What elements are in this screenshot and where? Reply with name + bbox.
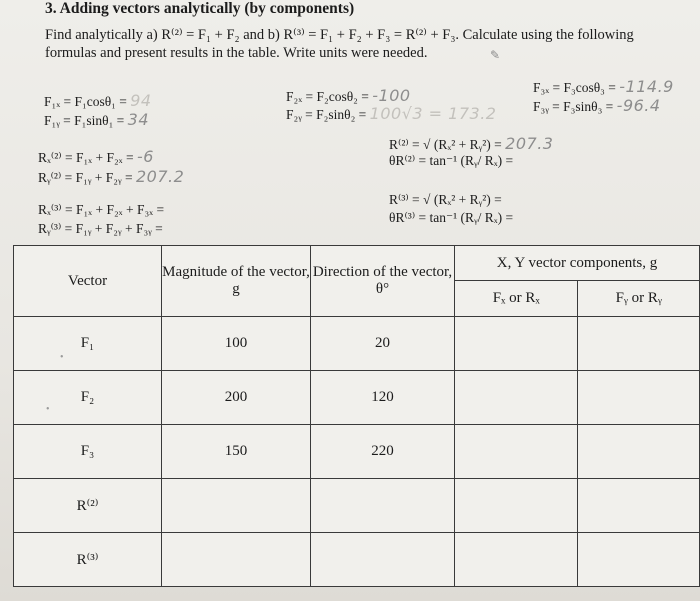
section-title: 3. Adding vectors analytically (by components) (45, 0, 355, 17)
fx-cell (455, 317, 578, 371)
fy-cell (578, 533, 700, 587)
header-fy: Fᵧ or Rᵧ (578, 281, 700, 317)
fy-cell (578, 425, 700, 479)
r3-formula: R⁽³⁾ = √ (Rₓ² + Rᵧ²) = (389, 192, 502, 207)
vector-name: R⁽²⁾ (14, 479, 162, 533)
header-components: X, Y vector components, g (455, 246, 700, 281)
vector-name: F₃ (14, 425, 162, 479)
direction-cell (311, 479, 455, 533)
f2x-answer: -100 (372, 86, 411, 105)
f1x-answer: 94 (130, 91, 152, 110)
table-row (14, 533, 700, 587)
fx-cell (455, 425, 578, 479)
f1y-formula: F₁ᵧ = F₁sinθ₁ = 34 (44, 110, 150, 129)
table-row (14, 317, 700, 371)
f2y-answer: 100√3 = 173.2 (369, 104, 497, 123)
pen-mark-icon: ✎ (490, 48, 501, 62)
direction-cell (311, 533, 455, 587)
ry2-formula: Rᵧ⁽²⁾ = F₁ᵧ + F₂ᵧ = 207.2 (38, 167, 185, 186)
table-row (14, 425, 700, 479)
header-direction: Direction of the vector, θ° (311, 246, 455, 317)
r2-answer: 207.3 (505, 134, 554, 153)
header-magnitude: Magnitude of the vector, g (162, 246, 311, 317)
magnitude-cell: 200 (162, 371, 311, 425)
fy-cell (578, 317, 700, 371)
direction-cell: 220 (311, 425, 455, 479)
magnitude-cell (162, 533, 311, 587)
table-row (14, 371, 700, 425)
header-vector: Vector (14, 246, 162, 317)
theta2-formula: θR⁽²⁾ = tan⁻¹ (Rᵧ/ Rₓ) = (389, 153, 514, 168)
f1x-formula: F₁ₓ = F₁cosθ₁ = 94 (44, 91, 152, 110)
f2y-formula: F₂ᵧ = F₂sinθ₂ = 100√3 = 173.2 (286, 104, 497, 123)
direction-cell: 120 (311, 371, 455, 425)
fx-cell (455, 479, 578, 533)
rx3-formula: Rₓ⁽³⁾ = F₁ₓ + F₂ₓ + F₃ₓ = (38, 202, 165, 217)
pen-dot-icon: • (46, 404, 50, 415)
vector-name: F₂ (14, 371, 162, 425)
theta3-formula: θR⁽³⁾ = tan⁻¹ (Rᵧ/ Rₓ) = (389, 210, 514, 225)
rx2-formula: Rₓ⁽²⁾ = F₁ₓ + F₂ₓ = -6 (38, 147, 154, 166)
f1y-answer: 34 (127, 110, 150, 129)
r2-formula: R⁽²⁾ = √ (Rₓ² + Rᵧ²) = 207.3 (389, 134, 554, 153)
vector-name: R⁽³⁾ (14, 533, 162, 587)
instructions (45, 26, 700, 62)
table-row (14, 479, 700, 533)
magnitude-cell: 100 (162, 317, 311, 371)
f3y-formula: F₃ᵧ = F₃sinθ₃ = -96.4 (533, 96, 661, 115)
rx2-answer: -6 (136, 147, 154, 166)
f2x-formula: F₂ₓ = F₂cosθ₂ = -100 (286, 86, 411, 105)
f3x-answer: -114.9 (619, 77, 674, 96)
header-fx: Fₓ or Rₓ (455, 281, 578, 317)
f3y-answer: -96.4 (616, 96, 661, 115)
pen-dot-icon: • (60, 352, 64, 363)
magnitude-cell (162, 479, 311, 533)
fy-cell (578, 371, 700, 425)
fx-cell (455, 533, 578, 587)
ry2-answer: 207.2 (135, 167, 185, 186)
vector-name: F₁ (14, 317, 162, 371)
instructions-line-1: Find analytically a) R⁽²⁾ = F₁ + F₂ and b) R⁽³⁾ = F₁ + F₂ + F₃ = R⁽²⁾ + F₃. Calculate using the following (45, 27, 634, 43)
results-table (13, 245, 700, 587)
fx-cell (455, 371, 578, 425)
ry3-formula: Rᵧ⁽³⁾ = F₁ᵧ + F₂ᵧ + F₃ᵧ = (38, 221, 163, 236)
fy-cell (578, 479, 700, 533)
direction-cell: 20 (311, 317, 455, 371)
instructions-line-2: formulas and present results in the table. Write units were needed. (45, 45, 428, 61)
magnitude-cell: 150 (162, 425, 311, 479)
f3x-formula: F₃ₓ = F₃cosθ₃ = -114.9 (533, 77, 674, 96)
